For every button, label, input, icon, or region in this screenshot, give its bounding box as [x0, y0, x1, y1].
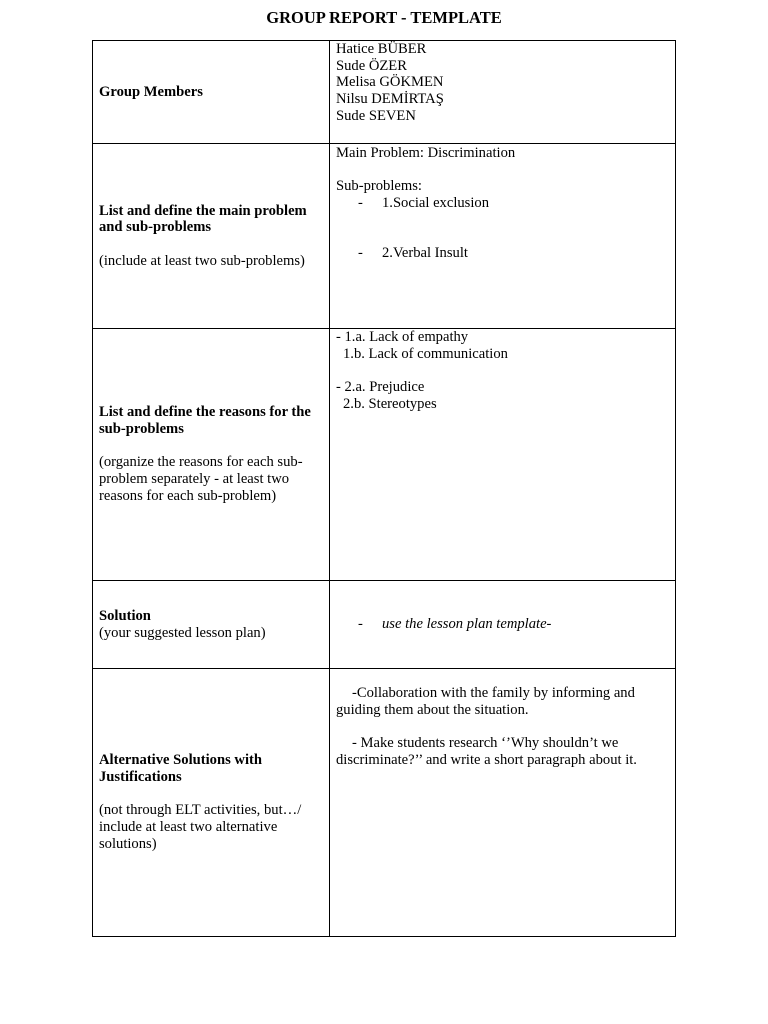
page-title: GROUP REPORT - TEMPLATE — [266, 8, 502, 27]
solution-text: - use the lesson plan template- — [358, 616, 552, 633]
member-name: Hatice BÜBER — [336, 41, 427, 57]
member-name: Nilsu DEMİRTAŞ — [336, 91, 444, 108]
reasons-cell — [330, 329, 676, 581]
alternatives-cell — [330, 669, 676, 937]
table-row-members — [93, 41, 676, 144]
problem-note: (include at least two sub-problems) — [99, 252, 305, 269]
members-label: Group Members — [99, 83, 203, 100]
members-label-cell — [93, 41, 330, 144]
reasons-note: (organize the reasons for each sub-problem separately - at least two reasons for each sub-problem) — [99, 454, 303, 504]
main-problem: Main Problem: Discrimination — [336, 145, 516, 161]
reason-2a: - 2.a. Prejudice — [336, 379, 425, 396]
problem-label-cell — [93, 144, 330, 329]
member-name: Sude ÖZER — [336, 57, 407, 74]
alternatives-label: Alternative Solutions with Justifications — [99, 752, 262, 786]
table-row-problem — [93, 144, 676, 329]
member-name: Sude SEVEN — [336, 107, 416, 124]
table-row-alternatives — [93, 669, 676, 937]
reason-1a: - 1.a. Lack of empathy — [336, 329, 469, 345]
member-name: Melisa GÖKMEN — [336, 74, 444, 91]
solution-label: Solution — [99, 607, 151, 624]
sub-problem-2: - 2.Verbal Insult — [358, 245, 468, 262]
solution-cell — [330, 581, 676, 669]
problem-cell — [330, 144, 676, 329]
sub-problems-heading: Sub-problems: — [336, 178, 422, 195]
problem-label: List and define the main problem and sub-problems — [99, 202, 307, 236]
alternative-2: - Make students research ‘’Why shouldn’t we discriminate?’’ and write a short paragraph about it. — [336, 735, 637, 768]
reason-2b: 2.b. Stereotypes — [343, 395, 437, 412]
solution-note: (your suggested lesson plan) — [99, 624, 266, 641]
sub-problem-1: - 1.Social exclusion — [358, 195, 490, 212]
alternatives-note: (not through ELT activities, but…/ include at least two alternative solutions) — [99, 802, 302, 852]
reason-1b: 1.b. Lack of communication — [343, 345, 508, 362]
table-row-solution — [93, 581, 676, 669]
members-cell — [330, 41, 676, 144]
reasons-label-cell — [93, 329, 330, 581]
alternatives-label-cell — [93, 669, 330, 937]
table-row-reasons — [93, 329, 676, 581]
report-table — [92, 40, 676, 937]
solution-label-cell — [93, 581, 330, 669]
reasons-label: List and define the reasons for the sub-problems — [99, 404, 311, 438]
alternative-1: -Collaboration with the family by informing and guiding them about the situation. — [336, 685, 635, 718]
